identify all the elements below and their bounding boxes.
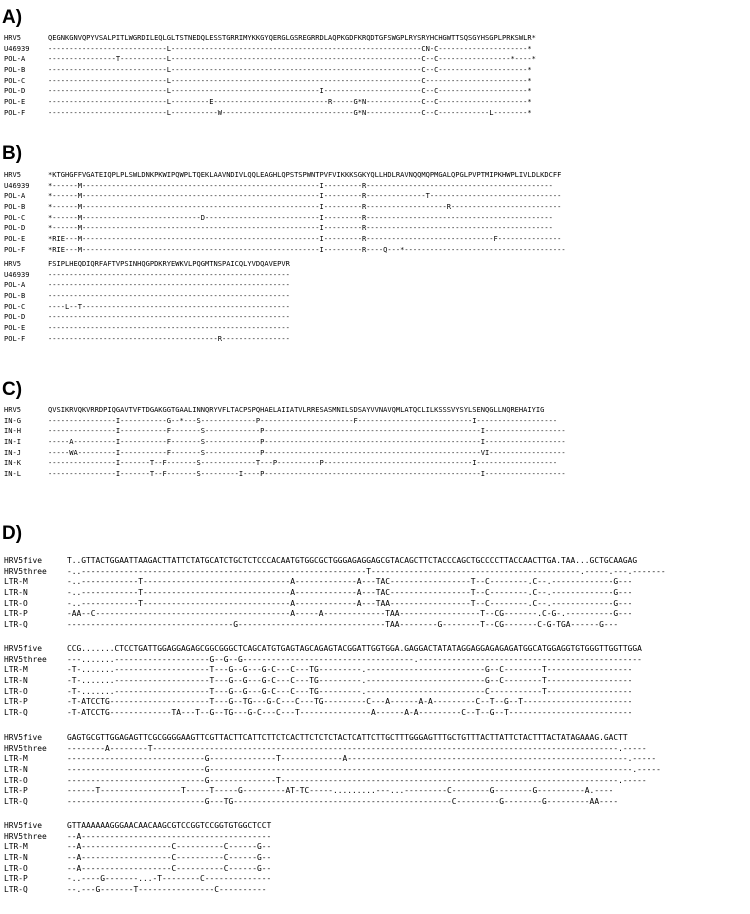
- sequence-name: IN-H: [4, 426, 21, 436]
- sequence-row: [4, 765, 661, 776]
- panel-label: D): [2, 523, 23, 544]
- sequence-row: [4, 655, 642, 666]
- aligned-sequence: --A-------------------C----------C------G--: [67, 853, 272, 863]
- aligned-sequence: -----------------------------G---TG----------------------------------------------C---------G--------G---------AA----: [67, 797, 619, 807]
- alignment-block: [4, 259, 290, 345]
- aligned-sequence: -----WA---------I-----------F-------S-------------P---------------------------------------------------VI------------------: [48, 447, 566, 457]
- sequence-row: [4, 270, 290, 281]
- sequence-row: [4, 323, 290, 334]
- aligned-sequence: ---------------------------------------------------------: [48, 280, 290, 290]
- sequence-row: [4, 280, 290, 291]
- sequence-name: POL-F: [4, 333, 26, 343]
- sequence-row: [4, 687, 642, 698]
- aligned-sequence: ----------------I-----------F-------S-------------P---------------------------------------------------I-------------------: [48, 426, 566, 436]
- aligned-sequence: CCG.......CTCCTGATTGGAGGAGAGCGGCGGGCTCAGCATGTGAGTAGCAGAGTACGGATTGGTGGA.GAGGACTATATAGGAGGAGAGAGATGGCATGGAGGTGTGGGTTGGTTGGA: [67, 644, 642, 653]
- aligned-sequence: *------M--------------------------------------------------------I---------R--------------T-------------------------------: [48, 191, 562, 201]
- sequence-name: HRV5five: [4, 733, 43, 742]
- aligned-sequence: T..GTTACTGGAATTAAGACTTATTCTATGCATCTGCTCTCCCACAATGTGGCGCTGGGAGAGGAGCGTACAGCTTCTACCCAGCTGCCCCTTACCAACTTGA.TAA...GCTGCAAGAG: [67, 556, 638, 565]
- sequence-row: [4, 302, 290, 313]
- aligned-sequence: ---------------------------------------------------------: [48, 312, 290, 322]
- alignment-block: [4, 170, 566, 256]
- aligned-sequence: ---------------------------------------------------------: [48, 269, 290, 279]
- sequence-name: HRV5: [4, 405, 21, 414]
- sequence-name: LTR-M: [4, 577, 28, 587]
- sequence-row: [4, 54, 536, 65]
- aligned-sequence: QVSIKRVQKVRRDPIQGAVTVFTDGAKGGTGAALINNQRYVFLTACPSPQHAELAIIATVLRRESASMNILSDSAYVVNAVQMLATQCLILKSSSVYSYLSENQGLLNQREHAIYIG: [48, 405, 545, 414]
- sequence-name: LTR-N: [4, 588, 28, 598]
- sequence-name: HRV5five: [4, 556, 43, 565]
- sequence-name: HRV5three: [4, 743, 47, 753]
- aligned-sequence: ----------------------------L-----------------------------------------------------------C------------------------*: [48, 75, 532, 85]
- sequence-name: HRV5three: [4, 831, 47, 841]
- sequence-row: [4, 108, 536, 119]
- aligned-sequence: -..------------T-------------------------------A-------------A---TAC-----------------T--C--------.C--.-------------G---: [67, 577, 633, 587]
- reference-sequence-row: [4, 33, 536, 44]
- aligned-sequence: ----------------------------------------R----------------: [48, 333, 290, 343]
- sequence-name: IN-I: [4, 437, 21, 447]
- sequence-row: [4, 312, 290, 323]
- sequence-row: [4, 76, 536, 87]
- aligned-sequence: GTTAAAAAAGGGAACAACAAGCGTCCGGTCCGGTGTGGCTCCT: [67, 821, 272, 830]
- sequence-row: [4, 223, 566, 234]
- aligned-sequence: ----------------T-----------L-----------------------------------------------------------C--C-----------------*----*: [48, 54, 536, 64]
- sequence-row: [4, 797, 661, 808]
- aligned-sequence: -..------------T-------------------------------A-------------A---TAA-----------------T--C--------.C--.-------------G---: [67, 598, 633, 608]
- sequence-row: [4, 437, 566, 448]
- aligned-sequence: ---------------------------------------------------------: [48, 323, 290, 333]
- sequence-name: HRV5: [4, 33, 21, 42]
- reference-sequence-row: [4, 556, 666, 567]
- sequence-row: [4, 426, 566, 437]
- sequence-row: [4, 213, 566, 224]
- sequence-name: POL-D: [4, 312, 26, 322]
- sequence-name: POL-A: [4, 54, 26, 64]
- aligned-sequence: --A-------------------C----------C------G--: [67, 842, 272, 852]
- aligned-sequence: *RIE---M--------------------------------------------------------I---------R----Q---*--------------------------------------: [48, 244, 566, 254]
- sequence-name: POL-C: [4, 75, 26, 85]
- sequence-row: [4, 832, 271, 843]
- aligned-sequence: -..----G-------...-T--------C--------------: [67, 874, 272, 884]
- sequence-name: HRV5five: [4, 821, 43, 830]
- sequence-name: LTR-O: [4, 863, 28, 873]
- sequence-name: POL-E: [4, 97, 26, 107]
- sequence-name: LTR-N: [4, 676, 28, 686]
- aligned-sequence: ----------------------------L-----------------------------------I-----------------------C--C---------------------*: [48, 86, 532, 96]
- sequence-row: [4, 874, 271, 885]
- sequence-name: POL-D: [4, 86, 26, 96]
- sequence-name: LTR-Q: [4, 620, 28, 630]
- sequence-name: POL-F: [4, 107, 26, 117]
- sequence-name: LTR-Q: [4, 708, 28, 718]
- aligned-sequence: -T-.......--------------------T---G--G---G-C---C---TG---------.-------------------------G--C--------T------------------: [67, 676, 633, 686]
- sequence-row: [4, 86, 536, 97]
- sequence-name: POL-B: [4, 65, 26, 75]
- aligned-sequence: --------A--------T--------------------------------------------------------------------------------------------------.-----: [67, 743, 647, 753]
- reference-sequence-row: [4, 644, 642, 655]
- aligned-sequence: ----------------I-----------G--*---S-------------P----------------------F---------------------------I-------------------: [48, 415, 558, 425]
- aligned-sequence: -..------------T-------------------------------A-------------A---TAC-----------------T--C--------.C--.-------------G---: [67, 588, 633, 598]
- sequence-row: [4, 334, 290, 345]
- aligned-sequence: *------M----------------------------D---------------------------I---------R--------------------------------------------: [48, 212, 553, 222]
- sequence-name: U46939: [4, 180, 30, 190]
- sequence-name: POL-D: [4, 223, 26, 233]
- reference-sequence-row: [4, 821, 271, 832]
- aligned-sequence: -----------------------------G--------------T-----------------------------------------------------------------------.-----: [67, 775, 647, 785]
- alignment-block: [4, 556, 666, 631]
- aligned-sequence: ----------------------------L-----------------------------------------------------------C--C---------------------*: [48, 65, 532, 75]
- aligned-sequence: ---.......--------------------G--G--G------------------------------------.-----------------------------------------------: [67, 654, 642, 664]
- sequence-row: [4, 291, 290, 302]
- aligned-sequence: -----------------------------G--------------T-------------A-----------------------------------------------------------.-----: [67, 754, 657, 764]
- sequence-row: [4, 744, 661, 755]
- sequence-row: [4, 786, 661, 797]
- aligned-sequence: ----------------------------L-----------------------------------------------------------CN-C---------------------*: [48, 43, 532, 53]
- sequence-row: [4, 885, 271, 896]
- sequence-name: POL-E: [4, 234, 26, 244]
- aligned-sequence: ----------------------------L-----------W-------------------------------G*N-------------C--C------------L--------*: [48, 107, 532, 117]
- sequence-row: [4, 458, 566, 469]
- sequence-row: [4, 620, 666, 631]
- sequence-name: LTR-M: [4, 842, 28, 852]
- sequence-name: LTR-Q: [4, 885, 28, 895]
- sequence-name: POL-C: [4, 212, 26, 222]
- sequence-row: [4, 202, 566, 213]
- sequence-row: [4, 181, 566, 192]
- aligned-sequence: *RIE---M--------------------------------------------------------I---------R------------------------------F---------------: [48, 234, 562, 244]
- sequence-name: LTR-M: [4, 754, 28, 764]
- sequence-row: [4, 44, 536, 55]
- sequence-name: LTR-P: [4, 874, 28, 884]
- sequence-name: POL-B: [4, 202, 26, 212]
- sequence-name: LTR-P: [4, 786, 28, 796]
- sequence-name: LTR-P: [4, 697, 28, 707]
- sequence-row: [4, 191, 566, 202]
- aligned-sequence: -T-ATCCTG-------------TA---T--G--TG---G-C---C---T---------------A------A-A---------C--T--G--T--------------------------: [67, 708, 633, 718]
- sequence-name: LTR-O: [4, 686, 28, 696]
- alignment-block: [4, 821, 271, 896]
- sequence-name: POL-B: [4, 291, 26, 301]
- sequence-name: POL-E: [4, 323, 26, 333]
- alignment-block: [4, 33, 536, 119]
- sequence-name: LTR-Q: [4, 797, 28, 807]
- sequence-name: POL-A: [4, 191, 26, 201]
- sequence-row: [4, 599, 666, 610]
- panel-label: B): [2, 143, 23, 164]
- sequence-name: HRV5three: [4, 566, 47, 576]
- sequence-row: [4, 588, 666, 599]
- sequence-row: [4, 97, 536, 108]
- sequence-row: [4, 448, 566, 459]
- aligned-sequence: ----------------I-------T--F-------S-------------T---P----------P-----------------------------------I-------------------: [48, 458, 558, 468]
- sequence-name: LTR-N: [4, 853, 28, 863]
- alignment-block: [4, 405, 566, 480]
- reference-sequence-row: [4, 259, 290, 270]
- sequence-name: IN-G: [4, 415, 21, 425]
- sequence-row: [4, 853, 271, 864]
- panel-label: C): [2, 379, 23, 400]
- sequence-name: U46939: [4, 269, 30, 279]
- sequence-row: [4, 697, 642, 708]
- sequence-name: LTR-N: [4, 765, 28, 775]
- aligned-sequence: -T-.......--------------------T---G--G---G-C---C---TG---------.-------------------------C-----------T------------------: [67, 686, 633, 696]
- aligned-sequence: GAGTGCGTTGGAGAGTTCGCGGGGAAGTTCGTTACTTCATTCTTCTCACTTCTCTCTACTCATTCTTGCTTTGGGAGTTTGCTGTTTACTTATTCTACTTTACTATAGAAAG.GACTT: [67, 733, 628, 742]
- sequence-row: [4, 234, 566, 245]
- aligned-sequence: ----L--T-------------------------------------------------: [48, 301, 290, 311]
- sequence-name: POL-C: [4, 301, 26, 311]
- sequence-name: LTR-P: [4, 609, 28, 619]
- sequence-name: HRV5: [4, 259, 21, 268]
- sequence-name: LTR-O: [4, 598, 28, 608]
- sequence-name: U46939: [4, 43, 30, 53]
- alignment-block: [4, 733, 661, 808]
- sequence-name: POL-A: [4, 280, 26, 290]
- aligned-sequence: *------M--------------------------------------------------------I---------R--------------------------------------------: [48, 180, 553, 190]
- sequence-name: IN-L: [4, 469, 21, 479]
- aligned-sequence: -..------------------------------------------------------------T--------------------------------------------.-----.---.-------: [67, 566, 666, 576]
- sequence-row: [4, 665, 642, 676]
- aligned-sequence: --A----------------------------------------: [67, 831, 272, 841]
- sequence-row: [4, 65, 536, 76]
- sequence-name: HRV5three: [4, 654, 47, 664]
- sequence-row: [4, 676, 642, 687]
- aligned-sequence: *KTGHGFFVGATEIQPLPLSWLDNKPKWIPQWPLTQEKLAAVNDIVLQQLEAGHLQPSTSPWNTPVFVIKKKSGKYQLLHDLRAVNQQMQPMGALQPGLPVPTMIPKHWPLIVLDLKDCFF: [48, 170, 562, 179]
- sequence-row: [4, 708, 642, 719]
- sequence-row: [4, 577, 666, 588]
- panel-label: A): [2, 7, 23, 28]
- alignment-block: [4, 644, 642, 719]
- sequence-name: LTR-O: [4, 775, 28, 785]
- sequence-name: HRV5five: [4, 644, 43, 653]
- sequence-name: IN-J: [4, 447, 21, 457]
- sequence-row: [4, 842, 271, 853]
- aligned-sequence: *------M--------------------------------------------------------I---------R-------------------R--------------------------: [48, 202, 562, 212]
- sequence-row: [4, 609, 666, 620]
- aligned-sequence: --.---G-------T----------------C----------: [67, 885, 267, 895]
- aligned-sequence: -T-ATCCTG---------------------T---G--TG---G-C---C---TG---------C---A------A-A---------C--T--G--T-----------------------: [67, 697, 633, 707]
- aligned-sequence: -----------------------------G-----------------------------------------------------------------------------------------.-----: [67, 765, 661, 775]
- aligned-sequence: -AA--C-----------------------------------------A-----A-------------TAA-----------------T--CG-------.C-G-.----------G---: [67, 609, 633, 619]
- aligned-sequence: QEGNKGNVQPYVSALPITLWGRDILEQLGLTSTNEDQLESSTGRRIMYKKGYQERGLGSREGRRDLAQPKGDFKRQDTGFSWGPLRYSRYHCHGWTTSQSGYHSGPLPRKSWLR*: [48, 33, 536, 42]
- sequence-row: [4, 864, 271, 875]
- aligned-sequence: -T-.......--------------------T---G--G---G-C---C---TG---------.-------------------------G--C--------T------------------: [67, 665, 633, 675]
- sequence-name: LTR-M: [4, 665, 28, 675]
- sequence-row: [4, 245, 566, 256]
- aligned-sequence: -----------------------------------G-------------------------------TAA--------G--------T--CG-------C-G-TGA------G---: [67, 620, 619, 630]
- sequence-name: HRV5: [4, 170, 21, 179]
- aligned-sequence: --A-------------------C----------C------G--: [67, 863, 272, 873]
- reference-sequence-row: [4, 405, 566, 416]
- sequence-row: [4, 469, 566, 480]
- aligned-sequence: ---------------------------------------------------------: [48, 291, 290, 301]
- sequence-row: [4, 416, 566, 427]
- aligned-sequence: ------T-----------------T-----T-----G---------AT-TC-----.........---...---------C--------G--------G----------A.----: [67, 786, 614, 796]
- sequence-name: POL-F: [4, 244, 26, 254]
- sequence-row: [4, 776, 661, 787]
- aligned-sequence: FSIPLHEQDIQRFAFTVPSINHQGPDKRYEWKVLPQGMTNSPAICQLYVDQAVEPVR: [48, 259, 290, 268]
- sequence-name: IN-K: [4, 458, 21, 468]
- aligned-sequence: ----------------I-------T--F-------S---------I----P---------------------------------------------------I-------------------: [48, 469, 566, 479]
- aligned-sequence: *------M--------------------------------------------------------I---------R--------------------------------------------: [48, 223, 553, 233]
- sequence-row: [4, 567, 666, 578]
- aligned-sequence: ----------------------------L---------E---------------------------R-----G*N-------------C--C---------------------*: [48, 97, 532, 107]
- sequence-row: [4, 754, 661, 765]
- reference-sequence-row: [4, 170, 566, 181]
- aligned-sequence: -----A----------I-----------F-------S-------------P---------------------------------------------------I-------------------: [48, 437, 566, 447]
- reference-sequence-row: [4, 733, 661, 744]
